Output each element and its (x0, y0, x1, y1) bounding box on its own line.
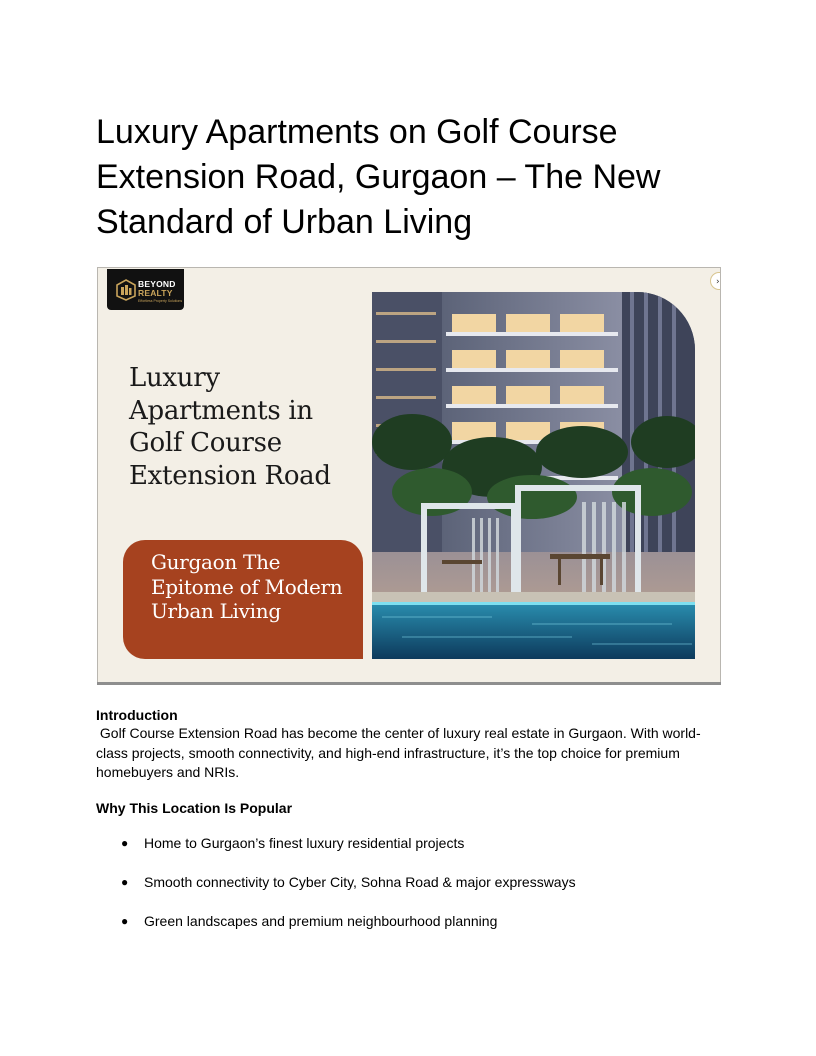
building-logo-icon (116, 279, 136, 301)
why-location-list (96, 833, 736, 950)
apartment-illustration (372, 292, 695, 659)
list-item-text: Home to Gurgaon’s finest luxury residential projects (144, 835, 465, 851)
logo-line-1: BEYOND (138, 279, 176, 289)
apartment-photo (372, 292, 695, 659)
introduction-text: Golf Course Extension Road has become the center of luxury real estate in Gurgaon. With world-class projects, smooth connectivity, and high-end infrastructure, it’s the top choice for premium homebuyers and NRIs. (96, 725, 701, 780)
bullet-icon: ● (121, 875, 129, 889)
bullet-icon: ● (121, 914, 129, 928)
document-title: Luxury Apartments on Golf Course Extension Road, Gurgaon – The New Standard of Urban Living (96, 113, 661, 241)
list-item-text: Smooth connectivity to Cyber City, Sohna Road & major expressways (144, 874, 576, 890)
banner-image (97, 267, 721, 683)
list-item (96, 833, 736, 872)
logo-wordmark (138, 280, 176, 298)
banner-subheadline-box (123, 540, 363, 659)
introduction-heading: Introduction (96, 707, 178, 723)
brand-logo (107, 269, 184, 310)
banner-bottom-border (97, 682, 721, 685)
logo-line-2: REALTY (138, 288, 173, 298)
banner-headline: Luxury Apartments in Golf Course Extension Road (129, 363, 331, 491)
list-item (96, 872, 736, 911)
list-item-text: Green landscapes and premium neighbourhood planning (144, 913, 498, 929)
logo-tagline: Effortless Property Solutions (138, 299, 183, 303)
list-item (96, 911, 736, 950)
why-location-heading: Why This Location Is Popular (96, 800, 293, 816)
bullet-icon: ● (121, 836, 129, 850)
banner-subheadline: Gurgaon The Epitome of Modern Urban Living (151, 550, 343, 623)
close-button[interactable]: › (710, 272, 721, 290)
